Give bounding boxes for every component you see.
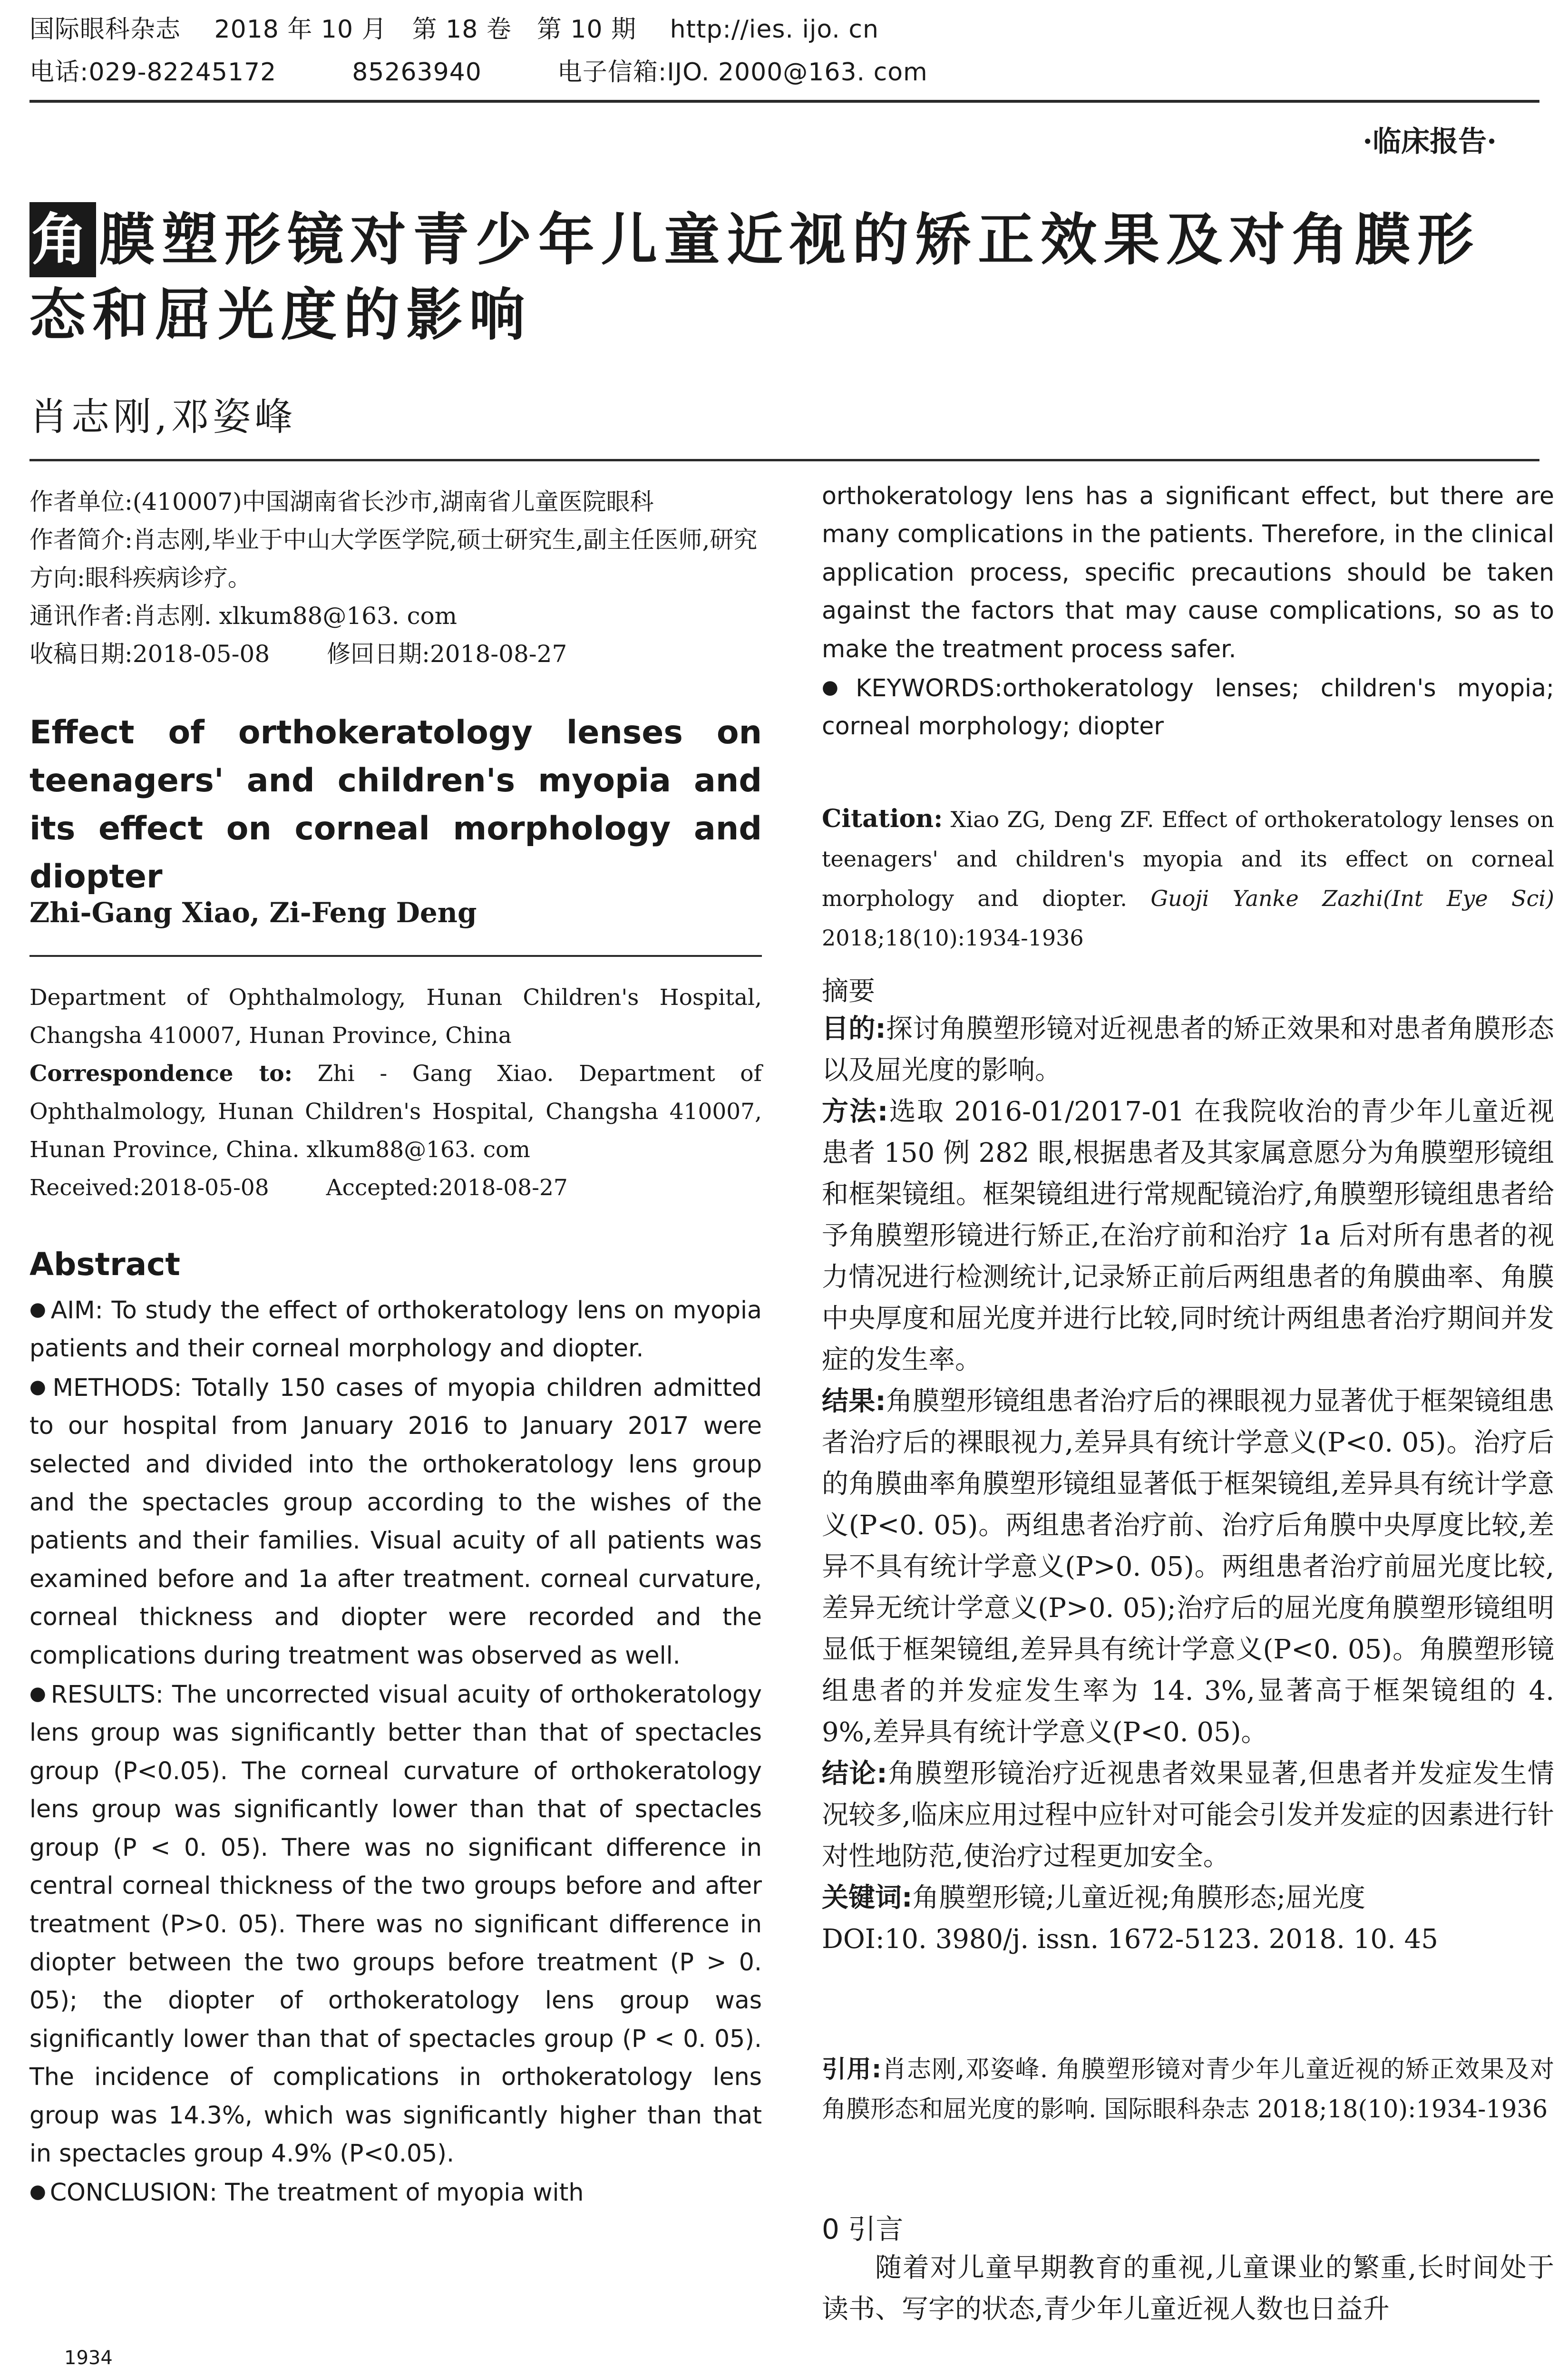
cn-aim: 目的:探讨角膜塑形镜对近视患者的矫正效果和对患者角膜形态以及屈光度的影响。 (822, 1013, 1554, 1086)
authors-rule (29, 955, 762, 957)
correspondence-text: Zhi - Gang Xiao. Department of Ophthalmology, Hunan Children's Hospital, Changsha 410007, Hunan Province, China. xlkum88@163. com (29, 1061, 762, 1163)
intro-heading: 0 引言 (822, 2213, 904, 2245)
correspondence (29, 1055, 762, 1169)
abstract-body-right (822, 477, 1554, 746)
chinese-meta (29, 483, 762, 673)
abstract-conclusion-end: orthokeratology lens has a significant effect, but there are many complications in the patients. Therefore, in the clinical application process, specific precautions should be taken against the factors that may cause complications, so as to make the treatment process safer. (822, 482, 1554, 663)
abstract-heading: Abstract (29, 1246, 180, 1283)
cn-keywords: 关键词:角膜塑形镜;儿童近视;角膜形态;屈光度 (822, 1882, 1366, 1913)
title-rest: 膜塑形镜对青少年儿童近视的矫正效果及对角膜形态和屈光度的影响 (29, 207, 1480, 348)
citation-journal: Guoji Yanke Zazhi(Int Eye Sci) (1150, 886, 1554, 911)
cn-conclusion: 结论:角膜塑形镜治疗近视患者效果显著,但患者并发症发生情况较多,临床应用过程中应针对可能会引发并发症的因素进行针对性地防范,使治疗过程更加安全。 (822, 1758, 1554, 1872)
cn-abstract-body (822, 1008, 1554, 1960)
doi: DOI:10. 3980/j. issn. 1672-5123. 2018. 10. 45 (822, 1924, 1438, 1955)
abstract-keywords: ● KEYWORDS:orthokeratology lenses; children's myopia; corneal morphology; diopter (822, 674, 1554, 740)
title-first-char: 角 (29, 202, 96, 277)
intro-text: 随着对儿童早期教育的重视,儿童课业的繁重,长时间处于读书、写字的状态,青少年儿童近视人数也日益升 (822, 2252, 1554, 2325)
cn-abstract-heading: 摘要 (822, 976, 875, 1007)
abstract-aim: ● AIM: To study the effect of orthokeratology lens on myopia patients and their corneal morphology and diopter. (29, 1296, 762, 1363)
cn-results: 结果:角膜塑形镜组患者治疗后的裸眼视力显著优于框架镜组患者治疗后的裸眼视力,差异具有统计学意义(P<0. 05)。治疗后的角膜曲率角膜塑形镜组显著低于框架镜组,差异具有统计学意义(P<0. 05)。两组患者治疗前、治疗后角膜中央厚度比较,差异不具有统计学意义(P>0. 05)。两组患者治疗前屈光度比较,差异无统计学意义(P>0. 05);治疗后的屈光度角膜塑形镜组明显低于框架镜组,差异具有统计学意义(P<0. 05)。角膜塑形镜组患者的并发症发生率为 14. 3%,显著高于框架镜组的 4. 9%,差异具有统计学意义(P<0. 05)。 (822, 1386, 1554, 1748)
abstract-conclusion-start: ● CONCLUSION: The treatment of myopia with (29, 2178, 584, 2207)
journal-header-line: 国际眼科杂志 2018 年 10 月 第 18 卷 第 10 期 http://ies. ijo. cn (29, 15, 879, 44)
abstract-body-left (29, 1290, 762, 2212)
received-date-cn: 收稿日期:2018-05-08 (29, 640, 270, 668)
citation-cn-label: 引用: (822, 2056, 882, 2084)
english-authors: Zhi-Gang Xiao, Zi-Feng Deng (29, 896, 477, 929)
section-tag: ·临床报告· (1363, 125, 1497, 158)
citation-cn (822, 2050, 1554, 2130)
en-dates (29, 1169, 762, 1207)
journal-contact-line: 电话:029-82245172 85263940 电子信箱:IJO. 2000@163. com (29, 58, 928, 87)
cn-dates (29, 635, 762, 673)
citation-text: Xiao ZG, Deng ZF. Effect of orthokeratology lenses on teenagers' and children's myopia and its effect on corneal morphology and diopter. (822, 807, 1554, 911)
citation-tail: 2018;18(10):1934-1936 (822, 925, 1084, 951)
article-title (29, 202, 1542, 352)
received-date-en: Received:2018-05-08 (29, 1175, 269, 1201)
header-rule (29, 100, 1539, 103)
corresponding-author: 通讯作者:肖志刚. xlkum88@163. com (29, 602, 458, 630)
title-rule (29, 459, 1539, 461)
citation-label: Citation: (822, 804, 943, 833)
abstract-methods: ● METHODS: Totally 150 cases of myopia children admitted to our hospital from January 2016 to January 2017 were selected and divided into the orthokeratology lens group and the spectacles group according to the wishes of the patients and their families. Visual acuity of all patients was examined before and 1a after treatment. corneal curvature, corneal thickness and diopter were recorded and the complications during treatment was observed as well. (29, 1373, 762, 1669)
author-unit: 作者单位:(410007)中国湖南省长沙市,湖南省儿童医院眼科 (29, 488, 654, 516)
department-affiliation: Department of Ophthalmology, Hunan Children's Hospital, Changsha 410007, Hunan Province, China (29, 984, 762, 1049)
citation-cn-text: 肖志刚,邓姿峰. 角膜塑形镜对青少年儿童近视的矫正效果及对角膜形态和屈光度的影响. 国际眼科杂志 2018;18(10):1934-1936 (822, 2056, 1554, 2124)
affiliation-block (29, 979, 762, 1207)
authors-chinese: 肖志刚,邓姿峰 (29, 395, 297, 439)
revised-date-cn: 修回日期:2018-08-27 (327, 640, 567, 668)
citation-en (822, 799, 1554, 958)
correspondence-label: Correspondence to: (29, 1061, 293, 1087)
cn-methods: 方法:选取 2016-01/2017-01 在我院收治的青少年儿童近视患者 150 例 282 眼,根据患者及其家属意愿分为角膜塑形镜组和框架镜组。框架镜组进行常规配镜治疗,角膜塑形镜组患者给予角膜塑形镜进行矫正,在治疗前和治疗 1a 后对所有患者的视力情况进行检测统计,记录矫正前后两组患者的角膜曲率、角膜中央厚度和屈光度并进行比较,同时统计两组患者治疗期间并发症的发生率。 (822, 1096, 1554, 1375)
abstract-results: ● RESULTS: The uncorrected visual acuity of orthokeratology lens group was significantly better than that of spectacles group (P<0.05). The corneal curvature of orthokeratology lens group was significantly lower than that of spectacles group (P < 0. 05). There was no significant difference in central corneal thickness of the two groups before and after treatment (P>0. 05). There was no significant difference in diopter between the two groups before treatment (P > 0. 05); the diopter of orthokeratology lens group was significantly lower than that of spectacles group (P < 0. 05). The incidence of complications in orthokeratology lens group was 14.3%, which was significantly higher than that in spectacles group 4.9% (P<0.05). (29, 1680, 762, 2167)
page-number: 1934 (64, 2347, 113, 2369)
author-bio: 作者简介:肖志刚,毕业于中山大学医学院,硕士研究生,副主任医师,研究方向:眼科疾病诊疗。 (29, 526, 758, 592)
accepted-date-en: Accepted:2018-08-27 (326, 1175, 568, 1201)
english-title: Effect of orthokeratology lenses on teenagers' and children's myopia and its effect on corneal morphology and diopter (29, 714, 762, 896)
